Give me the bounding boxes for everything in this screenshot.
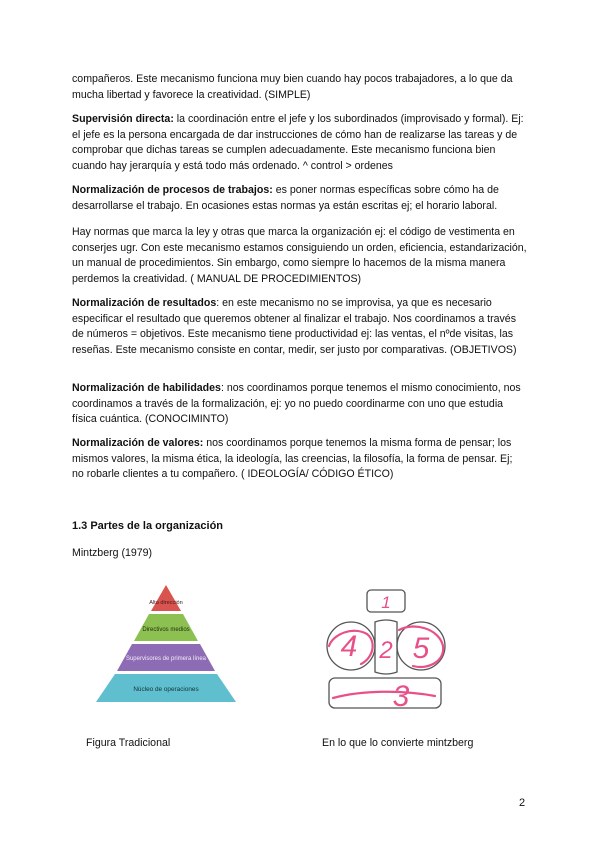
term-normalizacion-procesos: Normalización de procesos de trabajos:	[72, 184, 273, 196]
term-normalizacion-valores: Normalización de valores:	[72, 437, 204, 449]
term-normalizacion-resultados: Normalización de resultados	[72, 297, 217, 309]
pyramid-label-2: Directivos medios	[142, 627, 190, 633]
paragraph-normalizacion-resultados: Normalización de resultados: en este mecanismo no se improvisa, ya que es necesario especificar el resultado que queremos obtener al finalizar el trabajo. Nos coordinamos a través de números = objetivos. Este mecanismo tiene productividad ej: las ventas, el nºde visitas, las reseñas. Este mecanismo consiste en contar, medir, ser justo por comparativas. (OBJETIVOS)	[72, 297, 517, 356]
pyramid-label-4: Núcleo de operaciones	[133, 686, 199, 693]
paragraph-normalizacion-valores: Normalización de valores: nos coordinamos porque tenemos la misma forma de pensar; los mismos valores, la misma ética, la ideología, las creencias, la filosofía, la forma de pensar. Ej; no robarle clientes a tu compañero. ( IDEOLOGÍA/ CÓDIGO ÉTICO)	[72, 437, 513, 481]
page-number: 2	[519, 797, 526, 809]
section-heading: 1.3 Partes de la organización	[72, 520, 224, 532]
pyramid-level-1	[151, 585, 181, 611]
paragraph-normalizacion-habilidades: Normalización de habilidades: nos coordinamos porque tenemos el mismo conocimiento, nos coordinamos a través de la formalización, ej: yo no puedo coordinarme con uno que estudia física cuántica. (CONOCIMINTO)	[72, 382, 521, 426]
caption-traditional-figure: Figura Tradicional	[86, 737, 171, 749]
paragraph-continuation: compañeros. Este mecanismo funciona muy bien cuando hay pocos trabajadores, a lo que da mucha libertad y favorece la creatividad. (SIMPLE)	[72, 73, 513, 101]
term-normalizacion-habilidades: Normalización de habilidades	[72, 382, 221, 394]
term-supervision-directa: Supervisión directa:	[72, 113, 174, 125]
mintzberg-sketch	[323, 586, 447, 714]
sketch-bottom-box	[329, 678, 441, 708]
pyramid-label-3: Supervisores de primera línea	[125, 656, 207, 662]
sketch-number-5: 5	[412, 632, 430, 665]
paragraph-supervision-directa: Supervisión directa: la coordinación entre el jefe y los subordinados (improvisado y formal). Ej: el jefe es la persona encargada de dar instrucciones de cómo han de realizarse las tareas y de comprobar que dichas tareas se cumplen adecuadamente. Este mecanismo funciona bien cuando hay jerarquía y está todo más ordenado. ^ control > ordenes	[72, 113, 524, 172]
paragraph-normalizacion-procesos: Normalización de procesos de trabajos: es poner normas específicas sobre cómo ha de desarrollarse el trabajo. En ocasiones estas normas ya están escritas ej; el horario laboral.	[72, 184, 499, 212]
paragraph-normas-ley: Hay normas que marca la ley y otras que marca la organización ej: el código de vestimenta en conserjes ugr. Con este mecanismo estamos consiguiendo un orden, eficiencia, estandarización, un manual de procedimientos. Sin embargo, como siempre lo hacemos de la misma manera perdemos la creatividad. ( MANUAL DE PROCEDIMIENTOS)	[72, 226, 527, 285]
source-citation: Mintzberg (1979)	[72, 547, 153, 559]
sketch-number-3: 3	[392, 680, 410, 713]
pyramid-label-1: Alta dirección	[149, 600, 183, 606]
sketch-number-2: 2	[379, 637, 393, 664]
sketch-number-1: 1	[381, 593, 391, 612]
caption-mintzberg-figure: En lo que lo convierte mintzberg	[322, 737, 474, 749]
sketch-number-4: 4	[340, 630, 358, 663]
pyramid-figure	[78, 583, 254, 705]
